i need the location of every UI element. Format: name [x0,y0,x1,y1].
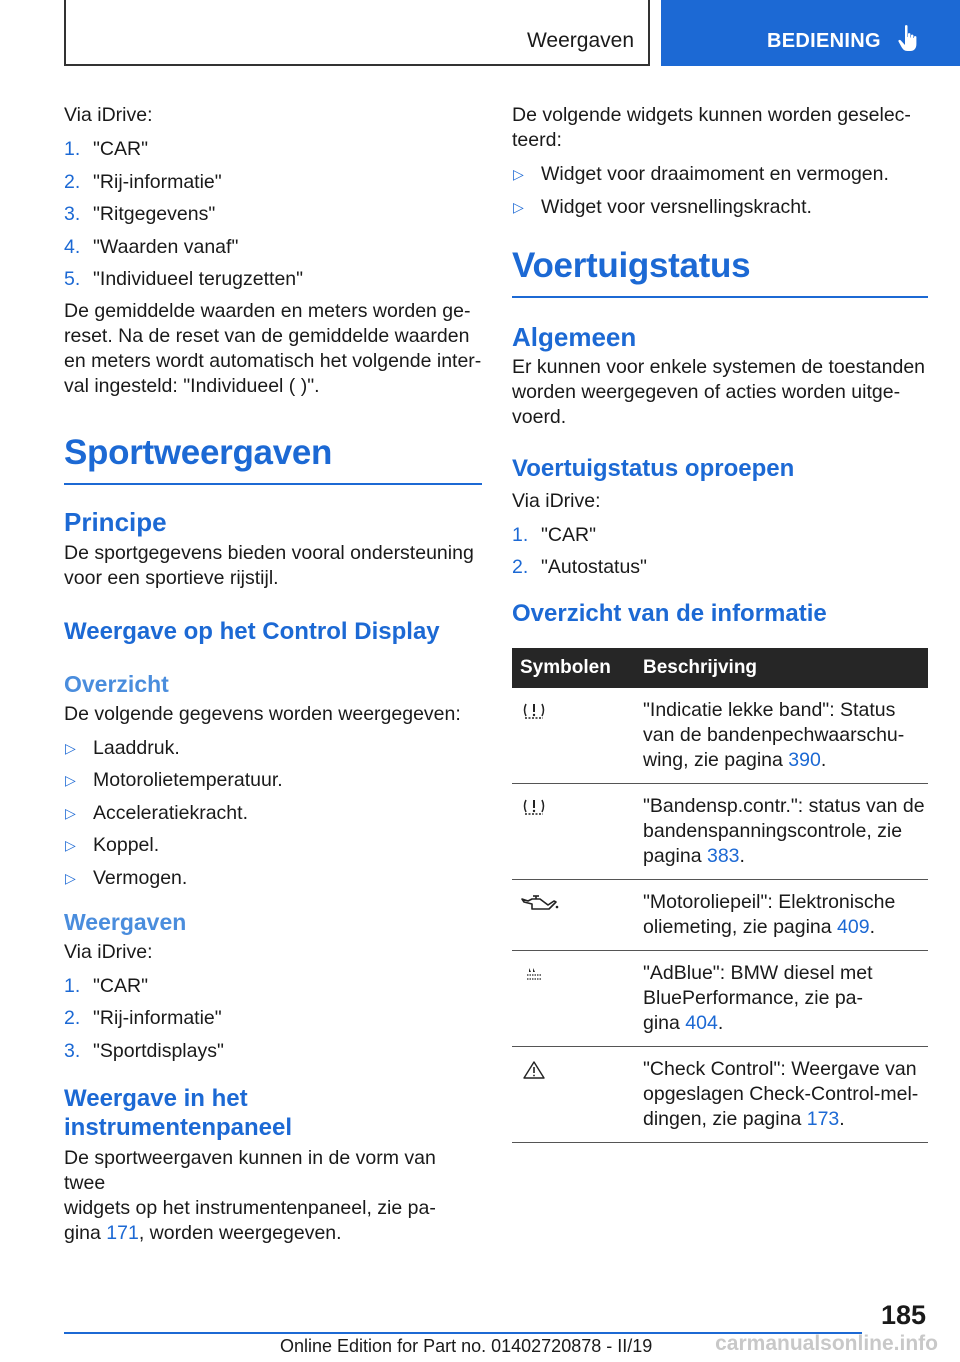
heading-control-display: Weergave op het Control Display [64,617,440,645]
algemeen-paragraph: Er kunnen voor enkele systemen de toestanden worden weergegeven of acties worden uitge‐ voerd. [512,355,926,428]
warning-triangle-icon [520,1060,548,1080]
step-text: "CAR" [93,138,149,160]
header-section-tab [64,0,650,66]
bullet-triangle-icon: ▷ [513,198,524,215]
column-header-symbolen: Symbolen [512,648,643,688]
row-description: "Indicatie lekke band": Status van de bandenpechwaarschu‐ wing, zie pagina 390. [643,688,928,784]
list-item [64,202,482,227]
table-row [512,951,928,1047]
row-description: "AdBlue": BMW diesel met BluePerformance, zie pa‐ gina 404. [643,951,928,1047]
principe-paragraph: De sportgegevens bieden vooral ondersteuning voor een sportieve rijstijl. [64,541,474,589]
step-text: "CAR" [93,974,149,997]
reset-paragraph: De gemiddelde waarden en meters worden ge‐ reset. Na de reset van de gemiddelde waarden en meters wordt automatisch het volgende inter‐ val ingesteld: "Individueel ( )". [64,299,482,397]
oproepen-steps-list [512,523,928,581]
tire-pressure-warning-icon [520,701,548,721]
step-number: 5. [64,268,81,290]
bullet-triangle-icon: ▷ [65,739,76,756]
step-number: 3. [64,203,81,225]
step-number: 1. [64,974,81,997]
table-row [512,784,928,880]
overzicht-intro: De volgende gegevens worden weergegeven: [64,702,461,725]
heading-weergaven: Weergaven [64,908,187,935]
step-number: 4. [64,235,81,258]
heading-voertuigstatus-oproepen: Voertuigstatus oproepen [512,454,795,482]
heading-overzicht: Overzicht [64,670,169,697]
header-chapter-tab[interactable] [661,0,960,66]
step-text: "CAR" [541,523,597,546]
page-link[interactable]: 383 [706,845,740,867]
list-item: ▷ Vermogen. [65,866,188,889]
chapter-title: BEDIENING [767,30,881,52]
heading-instrumentenpaneel: Weergave in het instrumentenpaneel [64,1084,293,1141]
intro-steps-list [64,137,482,292]
bullet-triangle-icon: ▷ [65,837,76,853]
page-number: 185 [880,1300,926,1330]
via-idrive-label: Via iDrive: [64,940,153,963]
heading-overzicht-informatie: Overzicht van de informatie [512,600,827,627]
step-text: "Waarden vanaf" [93,235,239,258]
edition-text: Online Edition for Part no. 01402720878 - II/19 [280,1336,653,1356]
list-item [64,235,482,260]
via-idrive-label: Via iDrive: [512,489,601,512]
watermark: carmanualsonline.info [715,1332,938,1355]
list-item [512,523,928,548]
right-column [512,103,928,1143]
step-number: 3. [64,1039,81,1062]
step-number: 1. [512,523,529,546]
page-link[interactable]: 171 [106,1221,139,1244]
step-text: "Ritgegevens" [93,203,216,225]
page-link[interactable]: 409 [837,916,870,938]
overzicht-list [64,736,482,891]
tire-pressure-monitor-icon [520,797,548,817]
left-column [64,103,482,1246]
table-row [512,688,928,784]
step-number: 2. [64,170,81,193]
step-text: "Rij-informatie" [93,170,222,193]
section-title: Weergaven [526,29,634,52]
bullet-triangle-icon: ▷ [65,804,76,821]
list-item [64,1039,482,1064]
page-link[interactable]: 390 [788,749,821,771]
bullet-triangle-icon: ▷ [65,772,76,788]
list-item [512,555,928,580]
list-item: ▷ Acceleratiekracht. [65,801,248,824]
weergaven-steps-list [64,974,482,1064]
list-item: ▷ Laaddruk. [65,736,180,759]
list-item [64,170,482,195]
step-number: 1. [64,138,81,160]
row-description: "Motoroliepeil": Elektronische oliemeting, zie pagina 409. [643,880,928,951]
row-description: "Bandensp.contr.": status van de bandenspanningscontrole, zie pagina 383. [643,784,928,880]
list-item: ▷ Widget voor versnellingskracht. [513,195,812,218]
instrumentenpaneel-paragraph: De sportweergaven kunnen in de vorm van twee widgets op het instrumentenpaneel, zie pa‐ gina 171, worden weergegeven. [64,1146,436,1244]
list-item [64,137,482,162]
page-link[interactable]: 173 [806,1108,840,1130]
oil-can-icon [520,893,560,913]
adblue-icon [520,964,548,984]
table-row [512,880,928,951]
table-row [512,1047,928,1143]
column-header-beschrijving: Beschrijving [643,648,928,688]
list-item: ▷ Koppel. [65,834,160,856]
widgets-list [512,162,928,220]
symbols-table [512,648,928,1143]
bullet-triangle-icon: ▷ [513,166,524,182]
list-item [64,1006,482,1031]
row-description: "Check Control": Weergave van opgeslagen Check-Control-mel‐ dingen, zie pagina 173. [643,1047,928,1143]
list-item [64,267,482,292]
step-text: "Individueel terugzetten" [93,268,304,290]
page-link[interactable]: 404 [685,1012,718,1034]
section-heading-sportweergaven: Sportweergaven [64,433,482,485]
step-number: 2. [512,556,529,578]
list-item: ▷ Motorolietemperatuur. [65,769,283,791]
list-item [64,974,482,999]
step-text: "Autostatus" [541,556,647,578]
heading-principe: Principe [64,506,167,537]
step-number: 2. [64,1007,81,1029]
via-idrive-label: Via iDrive: [64,104,153,126]
bullet-triangle-icon: ▷ [65,869,76,886]
list-item: ▷ Widget voor draaimoment en vermogen. [513,163,889,185]
hand-pointer-icon [897,24,921,54]
heading-algemeen: Algemeen [512,321,637,352]
table-header-row [512,648,928,688]
widgets-intro: De volgende widgets kunnen worden geselec‐ teerd: [512,104,911,151]
section-heading-voertuigstatus: Voertuigstatus [512,246,928,298]
step-text: "Rij-informatie" [93,1007,222,1029]
step-text: "Sportdisplays" [93,1039,224,1062]
